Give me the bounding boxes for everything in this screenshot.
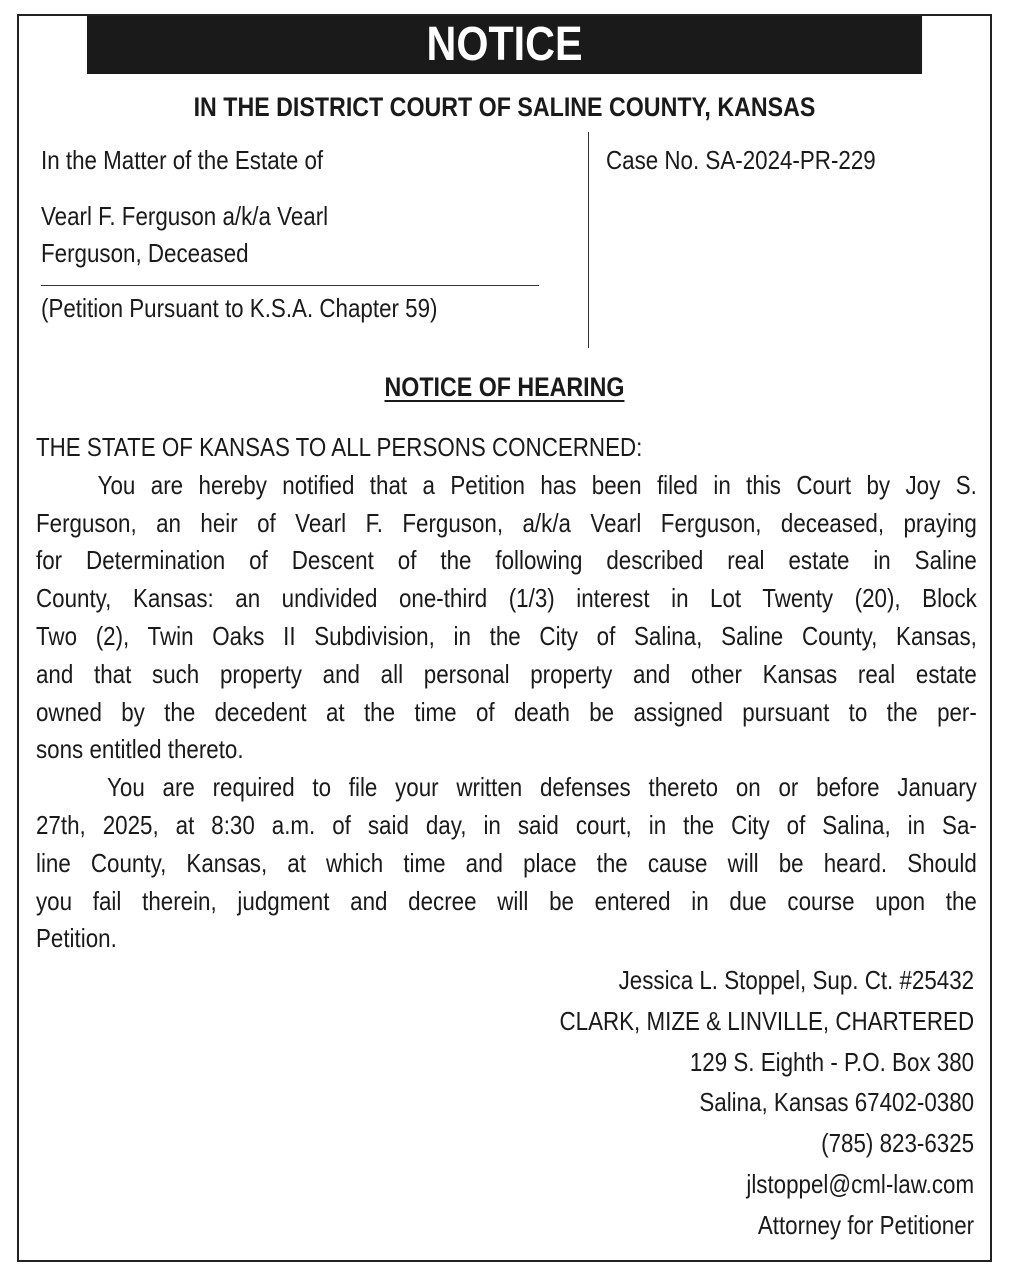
body-line: Petition. <box>36 923 117 954</box>
body-line: and that such property and all personal property and other Kansas real estate <box>36 658 977 689</box>
notice-title-text: NOTICE OF HEARING <box>384 372 625 402</box>
case-number: Case No. SA-2024-PR-229 <box>606 145 876 175</box>
caption-vertical-divider <box>588 132 589 348</box>
attorney-name: Jessica L. Stoppel, Sup. Ct. #25432 <box>618 965 974 995</box>
firm-phone: (785) 823-6325 <box>821 1128 974 1159</box>
body-line: 27th, 2025, at 8:30 a.m. of said day, in said court, in the City of Salina, in Sa- <box>36 809 977 840</box>
attorney-role: Attorney for Petitioner <box>757 1209 974 1240</box>
signature-block <box>559 960 974 1246</box>
decedent-line-2: Ferguson, Deceased <box>41 238 249 268</box>
court-heading: IN THE DISTRICT COURT OF SALINE COUNTY, KANSAS <box>193 92 816 122</box>
body-line: Two (2), Twin Oaks II Subdivision, in the City of Salina, Saline County, Kansas, <box>36 620 977 651</box>
body-line: County, Kansas: an undivided one-third (1/3) interest in Lot Twenty (20), Block <box>36 583 977 614</box>
firm-city: Salina, Kansas 67402-0380 <box>699 1087 974 1118</box>
notice-frame <box>17 14 992 1262</box>
notice-body <box>36 429 977 958</box>
body-line: You are required to file your written defenses thereto on or before January <box>36 772 977 803</box>
body-line: for Determination of Descent of the following described real estate in Saline <box>36 545 977 576</box>
body-line: You are hereby notified that a Petition has been filed in this Court by Joy S. <box>36 469 977 500</box>
firm-address: 129 S. Eighth - P.O. Box 380 <box>689 1046 974 1077</box>
body-line: owned by the decedent at the time of death be assigned pursuant to the per- <box>36 696 977 727</box>
caption-divider <box>41 285 539 286</box>
petition-line: (Petition Pursuant to K.S.A. Chapter 59) <box>41 293 438 323</box>
body-line: sons entitled thereto. <box>36 734 244 765</box>
body-line: you fail therein, judgment and decree will be entered in due course upon the <box>36 885 977 916</box>
decedent-line-1: Vearl F. Ferguson a/k/a Vearl <box>41 201 329 231</box>
notice-banner: NOTICE <box>87 16 922 74</box>
matter-line: In the Matter of the Estate of <box>41 145 324 175</box>
law-firm: CLARK, MIZE & LINVILLE, CHARTERED <box>559 1005 974 1036</box>
body-line: line County, Kansas, at which time and place the cause will be heard. Should <box>36 847 977 878</box>
body-line: THE STATE OF KANSAS TO ALL PERSONS CONCERNED: <box>36 432 643 462</box>
body-line: Ferguson, an heir of Vearl F. Ferguson, a/k/a Vearl Ferguson, deceased, praying <box>36 507 977 538</box>
attorney-email: jlstoppel@cml-law.com <box>746 1168 974 1199</box>
notice-title <box>87 372 922 403</box>
